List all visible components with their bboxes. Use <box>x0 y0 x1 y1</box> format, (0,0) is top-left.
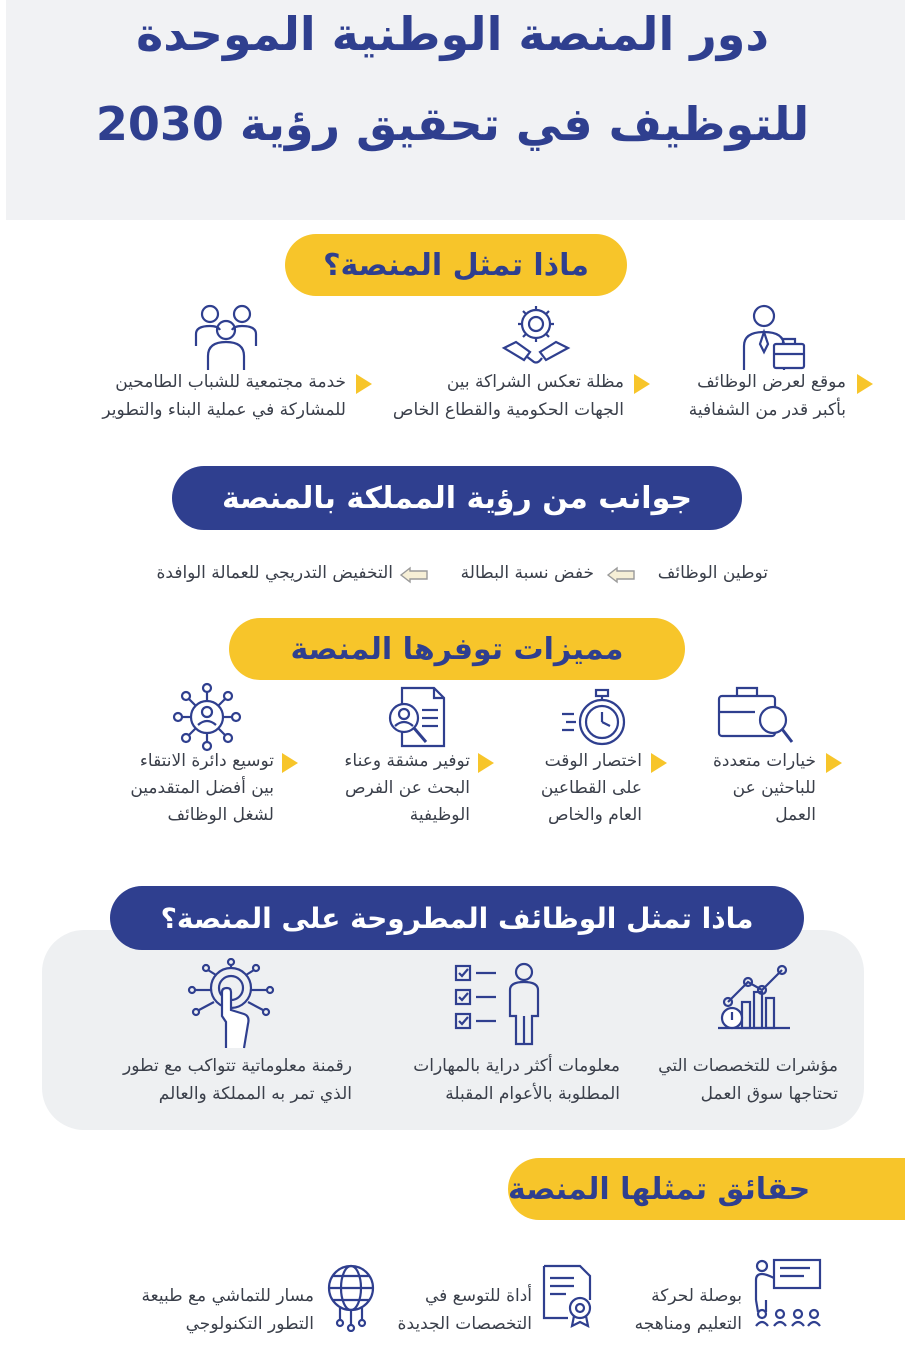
s3-item3 <box>310 748 470 830</box>
certificate-icon <box>534 1262 600 1328</box>
bullet-arrow <box>857 374 873 394</box>
s4-item1-line2: تحتاجها سوق العمل <box>700 1084 838 1105</box>
s5-item1-line1: بوصلة لحركة <box>651 1286 742 1306</box>
aspect-item-2: خفض نسبة البطالة <box>460 563 594 583</box>
s3-item4 <box>90 748 274 830</box>
s3-item2-line3: العام والخاص <box>547 805 642 826</box>
page-title-line1: دور المنصة الوطنية الموحدة <box>136 7 769 61</box>
s4-item3-line2: الذي تمر به المملكة والعالم <box>158 1084 352 1105</box>
s3-item3-line2: البحث عن الفرص <box>344 778 470 799</box>
section1-heading: ماذا تمثل المنصة؟ <box>285 234 627 296</box>
s1-item1-line1: موقع لعرض الوظائف <box>697 372 846 392</box>
bullet-arrow <box>651 753 667 773</box>
aspect-item-1: توطين الوظائف <box>657 563 768 583</box>
s3-item2-line2: على القطاعين <box>540 778 642 799</box>
handshake-gear-icon <box>500 300 572 372</box>
s5-item2-line1: أداة للتوسع في <box>424 1286 532 1306</box>
section5-heading: حقائق تمثلها المنصة <box>508 1158 905 1220</box>
bullet-arrow <box>826 753 842 773</box>
bullet-arrow <box>478 753 494 773</box>
s3-item1-line1: خيارات متعددة <box>713 751 816 771</box>
section4-heading: ماذا تمثل الوظائف المطروحة على المنصة؟ <box>110 886 804 950</box>
arrow-left-icon <box>399 566 429 584</box>
s1-item1-line2: بأكبر قدر من الشفافية <box>688 400 846 421</box>
s5-item1-line2: التعليم ومناهجه <box>634 1314 742 1335</box>
s4-item3 <box>62 1052 352 1108</box>
s3-item1-line3: العمل <box>775 805 816 826</box>
s3-item2 <box>506 748 642 830</box>
section2-heading: جوانب من رؤية المملكة بالمنصة <box>172 466 742 530</box>
digital-touch-icon <box>186 958 276 1050</box>
s1-item3-line2: للمشاركة في عملية البناء والتطوير <box>102 400 346 421</box>
s5-item2-line2: التخصصات الجديدة <box>397 1314 532 1335</box>
bullet-arrow <box>634 374 650 394</box>
s1-item3 <box>40 368 346 424</box>
s4-item1-line1: مؤشرات للتخصصات التي <box>658 1056 838 1076</box>
network-person-icon <box>172 682 242 752</box>
s5-item1 <box>600 1282 742 1338</box>
chart-indicators-icon <box>708 962 794 1034</box>
s1-item2-line2: الجهات الحكومية والقطاع الخاص <box>392 400 624 421</box>
s4-item2 <box>368 1052 620 1108</box>
s5-item3 <box>100 1282 314 1338</box>
briefcase-search-icon <box>715 682 795 748</box>
businessman-briefcase-icon <box>734 300 806 372</box>
s1-item2 <box>340 368 624 424</box>
s4-item1 <box>628 1052 838 1108</box>
s3-item3-line3: الوظيفية <box>409 805 470 826</box>
aspect-item-3: التخفيض التدريجي للعمالة الوافدة <box>156 563 393 583</box>
s3-item3-line1: توفير مشقة وعناء <box>344 751 470 771</box>
checklist-person-icon <box>452 960 548 1046</box>
s5-item3-line2: التطور التكنولوجي <box>185 1314 314 1335</box>
stopwatch-icon <box>560 684 630 750</box>
bullet-arrow <box>282 753 298 773</box>
s4-item3-line1: رقمنة معلوماتية تتواكب مع تطور <box>123 1056 352 1076</box>
s5-item3-line1: مسار للتماشي مع طبيعة <box>141 1286 314 1306</box>
s4-item2-line2: المطلوبة بالأعوام المقبلة <box>445 1084 620 1105</box>
youth-group-icon <box>190 300 262 372</box>
s1-item3-line1: خدمة مجتمعية للشباب الطامحين <box>115 372 346 392</box>
presentation-class-icon <box>748 1256 824 1328</box>
s5-item2 <box>380 1282 532 1338</box>
s3-item2-line1: اختصار الوقت <box>544 751 642 771</box>
page-title-line2: للتوظيف في تحقيق رؤية 2030 <box>95 97 810 151</box>
s3-item4-line3: لشغل الوظائف <box>167 805 274 826</box>
s3-item4-line1: توسيع دائرة الانتقاء <box>139 751 274 771</box>
s4-item2-line1: معلومات أكثر دراية بالمهارات <box>413 1056 620 1076</box>
section3-heading: مميزات توفرها المنصة <box>229 618 685 680</box>
globe-circuit-icon <box>318 1262 384 1332</box>
s3-item4-line2: بين أفضل المتقدمين <box>130 778 274 799</box>
s3-item1 <box>690 748 816 830</box>
document-search-icon <box>382 684 448 750</box>
arrow-left-icon <box>606 566 636 584</box>
s3-item1-line2: للباحثين عن <box>732 778 816 799</box>
bullet-arrow <box>356 374 372 394</box>
s1-item2-line1: مظلة تعكس الشراكة بين <box>446 372 624 392</box>
